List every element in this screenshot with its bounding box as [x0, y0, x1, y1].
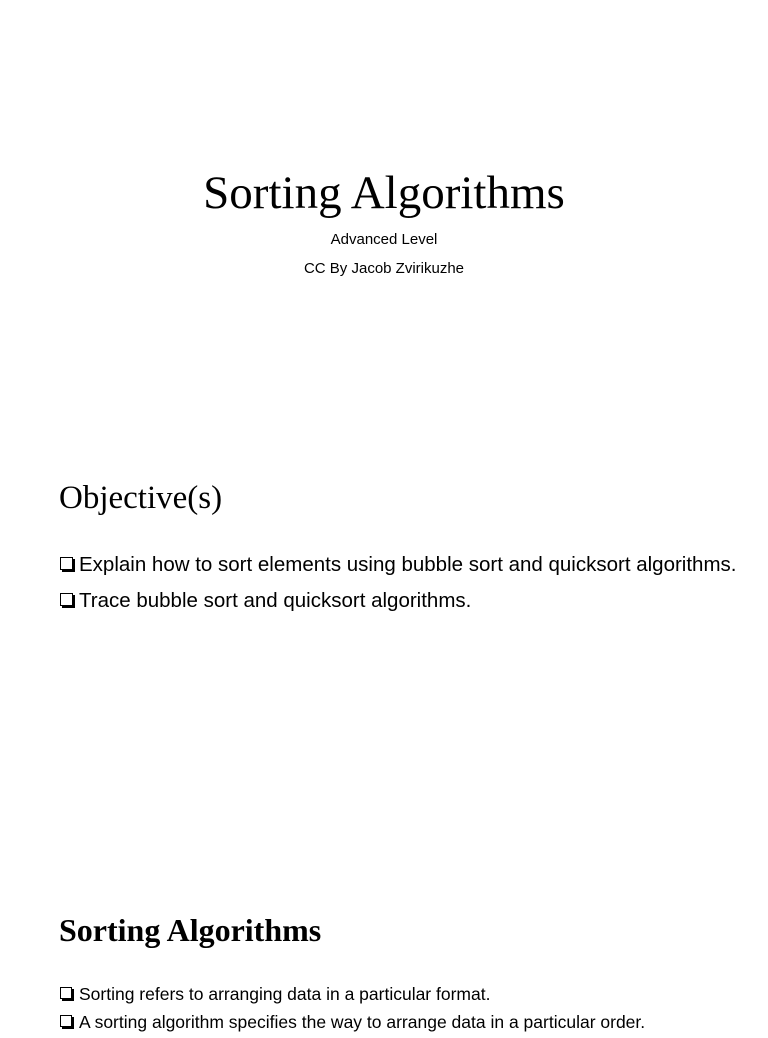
slide-subtitle-level: Advanced Level — [330, 231, 438, 248]
list-item — [59, 1010, 739, 1034]
checkbox-square-icon — [60, 987, 72, 999]
list-item — [59, 982, 739, 1006]
sorting-list — [59, 982, 739, 1038]
bullet-text: Trace bubble sort and quicksort algorithms. — [79, 589, 472, 612]
slide-title: Sorting Algorithms — [203, 167, 565, 219]
list-item — [59, 587, 739, 614]
checkbox-square-icon — [60, 1015, 72, 1027]
bullet-text: Explain how to sort elements using bubble sort and quicksort algorithms. — [79, 553, 737, 576]
sorting-heading: Sorting Algorithms — [59, 912, 322, 948]
objectives-heading: Objective(s) — [59, 480, 223, 516]
slide-subtitle-author: CC By Jacob Zvirikuzhe — [303, 260, 465, 277]
checkbox-square-icon — [60, 593, 73, 606]
sorting-algorithms-slide — [0, 860, 768, 1032]
objectives-list — [59, 551, 739, 623]
objectives-slide — [0, 430, 768, 850]
list-item — [59, 551, 739, 578]
bullet-text: Sorting refers to arranging data in a particular format. — [79, 984, 491, 1004]
title-slide — [0, 0, 768, 420]
checkbox-square-icon — [60, 557, 73, 570]
bullet-text: A sorting algorithm specifies the way to arrange data in a particular order. — [79, 1012, 646, 1032]
